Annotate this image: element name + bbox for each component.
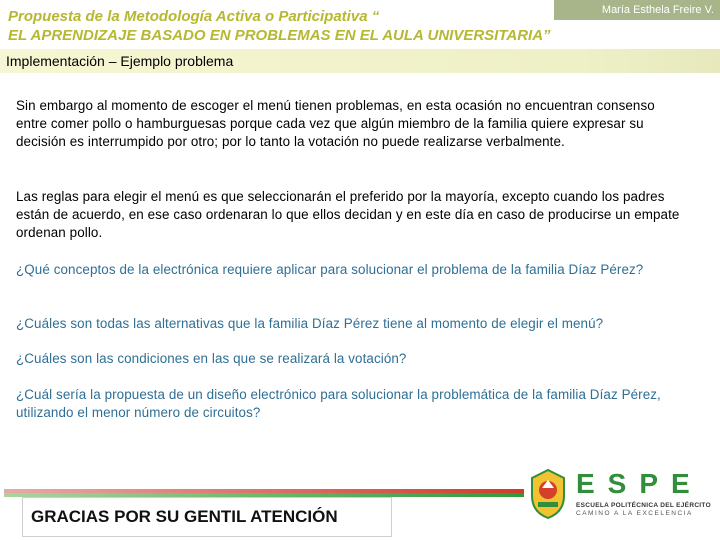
- question-4: ¿Cuál sería la propuesta de un diseño electrónico para solucionar la problemática de la familia Díaz Pérez, utilizando el menor número de circuitos?: [16, 387, 661, 421]
- question-2: ¿Cuáles son todas las alternativas que la familia Díaz Pérez tiene al momento de elegir el menú?: [16, 316, 604, 331]
- question-3: ¿Cuáles son las condiciones en las que se realizará la votación?: [16, 351, 407, 366]
- question-1: ¿Qué conceptos de la electrónica requiere aplicar para solucionar el problema de la familia Díaz Pérez?: [16, 262, 644, 277]
- espe-motto: CAMINO A LA EXCELENCIA: [576, 510, 693, 517]
- espe-logo: [528, 466, 712, 524]
- thanks-box: [22, 497, 392, 537]
- paragraph-problem: Sin embargo al momento de escoger el menú tienen problemas, en esta ocasión no encuentran consenso entre comer pollo o hamburguesas porque cada vez que algún miembro de la familia quiere expresar su decisión es interrumpido por otro; por lo tanto la votación no puede realizarse verbalmente.: [16, 98, 655, 150]
- espe-seal-icon: [528, 468, 568, 520]
- espe-wordmark: ESPE: [576, 468, 703, 499]
- paragraph-rules: Las reglas para elegir el menú es que seleccionarán el preferido por la mayoría, excepto cuando los padres están de acuerdo, en ese caso ordenaran lo que ellos decidan y en este día en caso de producirse un empate ordenan pollo.: [16, 189, 680, 241]
- slide-title-line2: EL APRENDIZAJE BASADO EN PROBLEMAS EN EL AULA UNIVERSITARIA”: [8, 27, 551, 44]
- subtitle-bar: [0, 49, 720, 73]
- slide-header: [0, 0, 720, 46]
- thanks-text: GRACIAS POR SU GENTIL ATENCIÓN: [31, 507, 338, 526]
- slide-title-line1: Propuesta de la Metodología Activa o Participativa “: [8, 8, 380, 25]
- subtitle: Implementación – Ejemplo problema: [6, 53, 234, 69]
- espe-institution-name: ESCUELA POLITÉCNICA DEL EJÉRCITO: [576, 502, 711, 509]
- author-label: María Esthela Freire V.: [554, 0, 720, 20]
